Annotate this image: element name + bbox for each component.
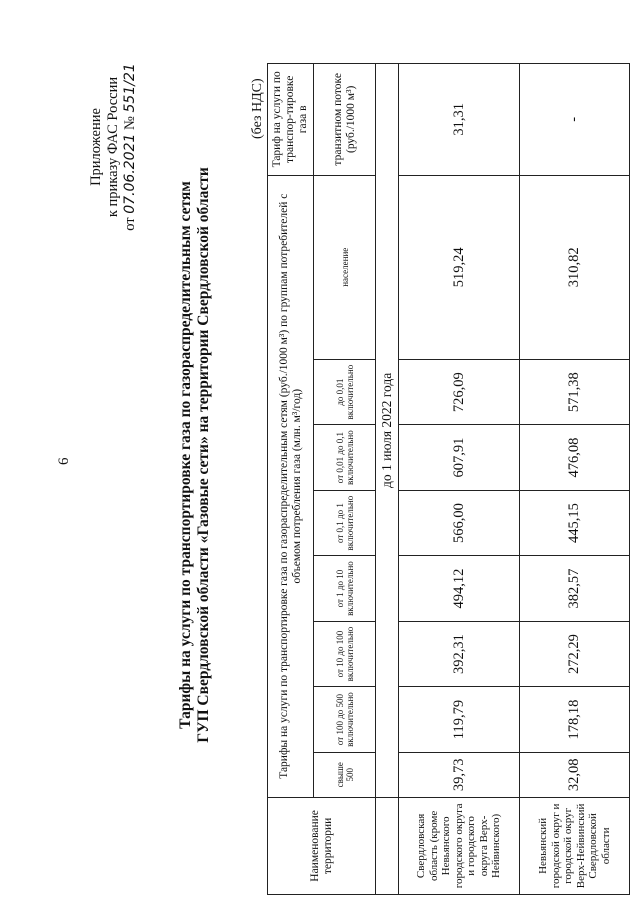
appendix-date-line [122,29,139,265]
appendix-number: 551/21 [122,63,138,113]
header-group: от 0,01 до 0,1 включительно [314,425,376,490]
value-cell: 178,18 [520,687,630,752]
table-row [520,64,630,895]
transit-cell: 31,31 [399,64,520,176]
period-label: до 1 июля 2022 года [376,64,399,798]
value-cell: 726,09 [399,359,520,424]
header-tariff-groups: Тарифы на услуги по транспортировке газа по газораспределительным сетям (руб./1000 м³) по группам потребителей с объемом потребления газа (млн. м³/год) [268,175,314,797]
header-group: до 0,01 включительно [314,359,376,424]
appendix-ot: от [122,217,138,231]
value-cell: 272,29 [520,621,630,686]
value-cell: 494,12 [399,556,520,621]
page-number: 6 [56,457,72,465]
value-cell: 571,38 [520,359,630,424]
header-territory: Наименование территории [268,797,376,894]
transit-cell: - [520,64,630,176]
header-transit-b: транзитном потоке (руб./1000 м³) [314,64,376,176]
title-line-1: Тарифы на услуги по транспортировке газа по газораспределительным сетям [177,181,194,729]
value-cell: 39,73 [399,752,520,797]
appendix-date: 07.06.2021 [122,133,138,214]
value-cell: 476,08 [520,425,630,490]
header-group: население [314,175,376,359]
appendix-block [88,29,139,265]
header-group: свыше 500 [314,752,376,797]
value-cell: 607,91 [399,425,520,490]
header-group: от 10 до 100 включительно [314,621,376,686]
value-cell: 382,57 [520,556,630,621]
value-cell: 32,08 [520,752,630,797]
territory-cell: Свердловская область (кроме Невьянского городского округа и городского округа Верх-Нейвинского) [399,797,520,894]
header-group: от 1 до 10 включительно [314,556,376,621]
value-cell: 310,82 [520,175,630,359]
vat-note: (без НДС) [250,78,265,139]
value-cell: 119,79 [399,687,520,752]
appendix-order-ref: к приказу ФАС России [105,76,121,218]
header-group: от 100 до 500 включительно [314,687,376,752]
header-group: от 0,1 до 1 включительно [314,490,376,555]
territory-cell: Невьянский городской округ и городской округ Верх-Нейвинский Свердловской области [520,797,630,894]
table-row [399,64,520,895]
value-cell: 392,31 [399,621,520,686]
header-transit-a: Тариф на услуги по транспор-тировке газа в [268,64,314,176]
period-spacer [376,797,399,894]
value-cell: 519,24 [399,175,520,359]
value-cell: 445,15 [520,490,630,555]
tariff-table [267,63,630,895]
value-cell: 566,00 [399,490,520,555]
appendix-label: Приложение [88,108,104,186]
document-title [177,105,213,805]
appendix-no: № [122,116,138,130]
title-line-2: ГУП Свердловской области «Газовые сети» на территории Свердловской области [195,167,212,743]
